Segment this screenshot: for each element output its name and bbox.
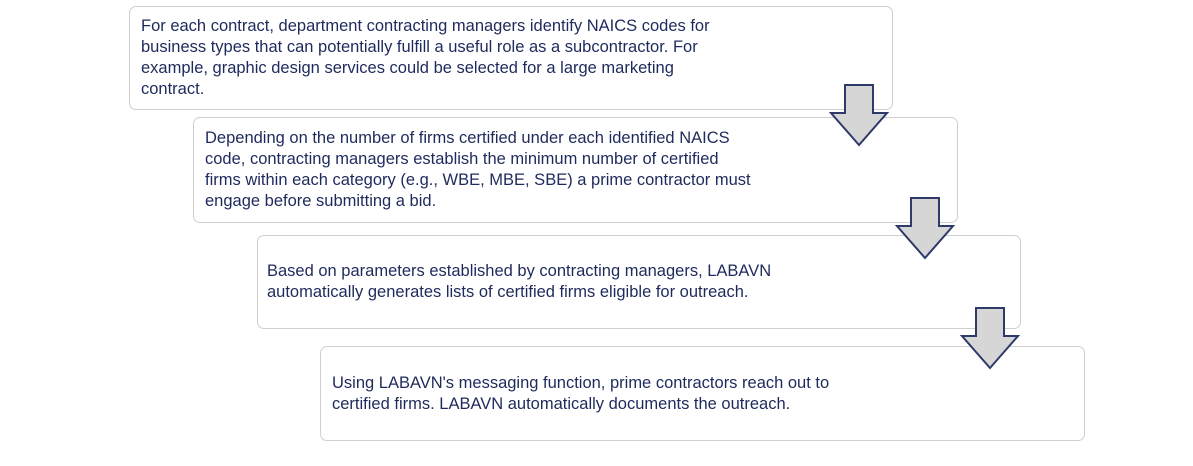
process-step-1-text: For each contract, department contracting managers identify NAICS codes for business types that can potentially fulfill a useful role as a subcontractor. For example, graphic design services could be selected for a large marketing contract. — [141, 17, 710, 98]
down-arrow-icon — [958, 306, 1022, 370]
process-step-3-text: Based on parameters established by contracting managers, LABAVN automatically generates lists of certified firms eligible for outreach. — [267, 262, 772, 301]
down-arrow-icon — [827, 83, 891, 147]
process-step-4-text: Using LABAVN's messaging function, prime contractors reach out to certified firms. LABAVN automatically documents the outreach. — [332, 373, 830, 413]
process-step-2-text: Depending on the number of firms certified under each identified NAICS code, contracting managers establish the minimum number of certified firms within each category (e.g., WBE, MBE, SBE) a prime contractor must engage before submitting a bid. — [205, 129, 751, 210]
down-arrow-icon — [893, 196, 957, 260]
process-step-1 — [129, 6, 893, 110]
